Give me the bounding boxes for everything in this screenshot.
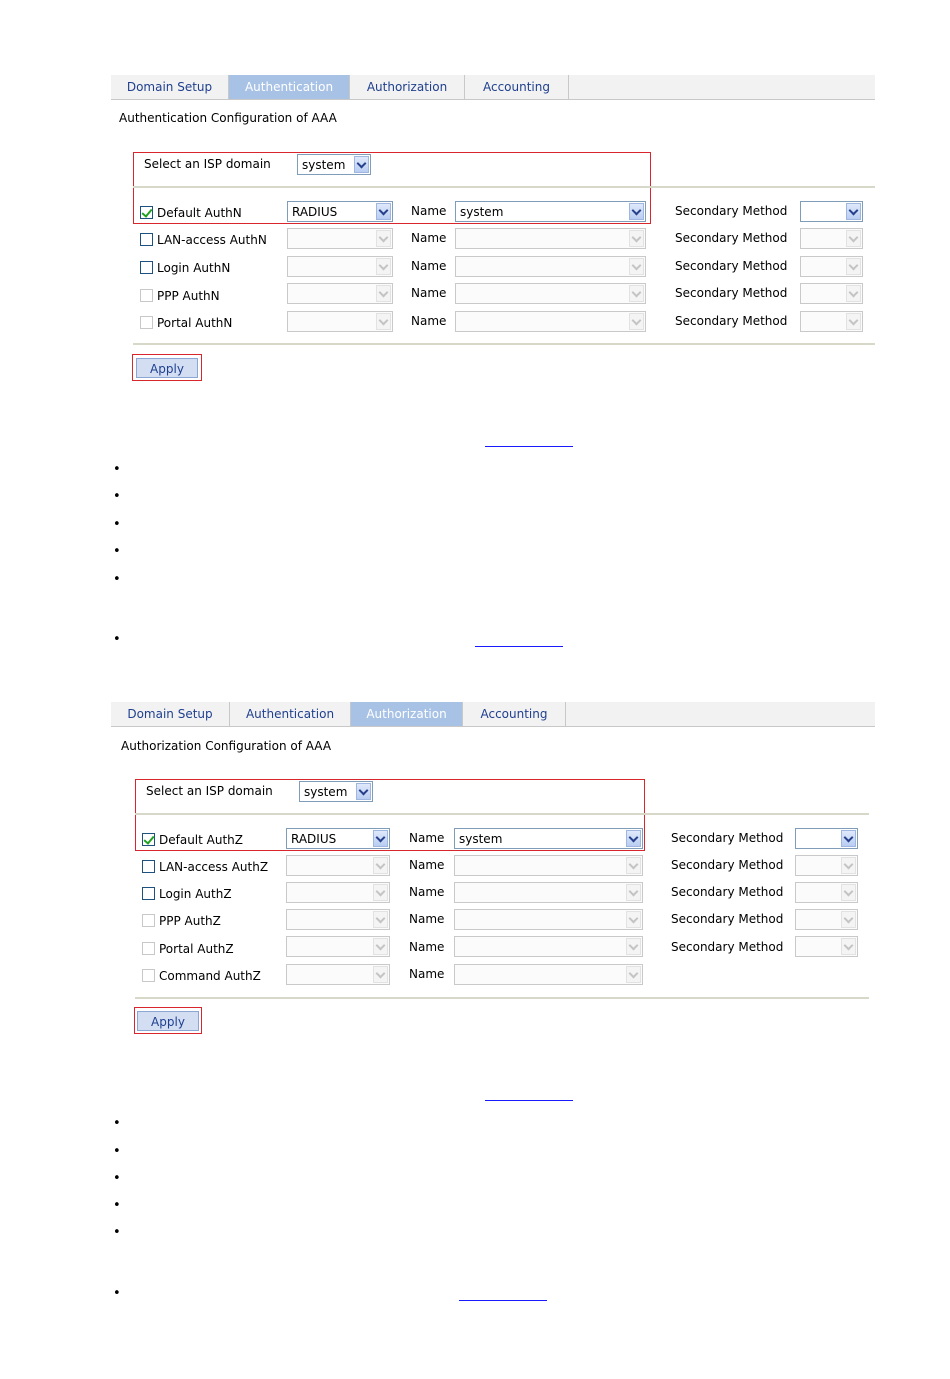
scheme-name-select[interactable] — [455, 256, 646, 277]
bullet-glyph: • — [113, 517, 121, 532]
apply-button[interactable]: Apply — [136, 358, 198, 378]
login-authn-checkbox[interactable] — [140, 261, 153, 274]
chevron-down-icon — [626, 966, 641, 983]
secondary-method-label: Secondary Method — [675, 204, 788, 218]
secondary-method-select[interactable] — [795, 828, 858, 849]
authentication-panel — [111, 75, 875, 385]
scheme-name-select[interactable] — [455, 311, 646, 332]
name-label: Name — [411, 314, 447, 328]
bullet-glyph: • — [113, 1225, 121, 1240]
tab-authorization[interactable]: Authorization — [351, 702, 463, 726]
isp-domain-value: system — [304, 785, 348, 799]
chevron-down-icon — [376, 203, 391, 220]
chevron-down-icon — [846, 285, 861, 302]
scheme-name-select[interactable] — [454, 855, 643, 876]
row-label: Login AuthZ — [159, 887, 232, 901]
bullet-glyph: • — [113, 1171, 121, 1186]
secondary-method-label: Secondary Method — [671, 858, 784, 872]
chevron-down-icon — [376, 258, 391, 275]
chevron-down-icon — [629, 313, 644, 330]
isp-domain-select[interactable] — [299, 781, 373, 802]
login-authz-checkbox[interactable] — [142, 887, 155, 900]
chevron-down-icon — [373, 884, 388, 901]
tab-authentication[interactable]: Authentication — [229, 75, 350, 99]
name-label: Name — [411, 231, 447, 245]
row-label: LAN-access AuthN — [157, 233, 267, 247]
bullet-glyph: • — [113, 489, 121, 504]
scheme-name-select[interactable] — [454, 828, 643, 849]
divider — [133, 186, 875, 188]
divider — [135, 813, 869, 815]
method-select[interactable] — [286, 909, 390, 930]
name-label: Name — [411, 286, 447, 300]
name-label: Name — [411, 259, 447, 273]
secondary-method-label: Secondary Method — [671, 912, 784, 926]
chevron-down-icon — [846, 313, 861, 330]
chevron-down-icon — [846, 203, 861, 220]
name-label: Name — [409, 885, 445, 899]
isp-domain-label: Select an ISP domain — [146, 784, 273, 798]
tab-accounting[interactable]: Accounting — [465, 75, 569, 99]
chevron-down-icon — [841, 938, 856, 955]
isp-domain-select[interactable] — [297, 154, 371, 175]
chevron-down-icon — [354, 156, 369, 173]
ppp-authz-checkbox[interactable] — [142, 914, 155, 927]
scheme-name-select[interactable] — [454, 909, 643, 930]
default-authn-checkbox[interactable] — [140, 206, 153, 219]
scheme-name-select[interactable] — [454, 964, 643, 985]
secondary-method-select[interactable] — [795, 909, 858, 930]
chevron-down-icon — [626, 911, 641, 928]
bullet-glyph: • — [113, 632, 121, 647]
bullet-glyph: • — [113, 1116, 121, 1131]
row-label: Portal AuthN — [157, 316, 233, 330]
method-select[interactable] — [287, 311, 393, 332]
chevron-down-icon — [356, 783, 371, 800]
secondary-method-label: Secondary Method — [671, 831, 784, 845]
chevron-down-icon — [626, 857, 641, 874]
link-underline — [475, 646, 563, 647]
tab-domain-setup[interactable]: Domain Setup — [111, 702, 230, 726]
row-label: Portal AuthZ — [159, 942, 234, 956]
method-value: RADIUS — [291, 832, 337, 846]
bullet-glyph: • — [113, 1144, 121, 1159]
secondary-method-select[interactable] — [795, 882, 858, 903]
tab-domain-setup[interactable]: Domain Setup — [111, 75, 229, 99]
name-label: Name — [409, 858, 445, 872]
bullet-glyph: • — [113, 544, 121, 559]
scheme-name-select[interactable] — [455, 201, 646, 222]
bullet-glyph: • — [113, 1286, 121, 1301]
tab-bar — [111, 702, 875, 727]
scheme-name-select[interactable] — [454, 882, 643, 903]
chevron-down-icon — [373, 857, 388, 874]
chevron-down-icon — [846, 230, 861, 247]
chevron-down-icon — [846, 258, 861, 275]
bullet-glyph: • — [113, 462, 121, 477]
method-select[interactable] — [286, 828, 390, 849]
secondary-method-label: Secondary Method — [675, 286, 788, 300]
row-label: Command AuthZ — [159, 969, 261, 983]
link-underline — [485, 1100, 573, 1101]
scheme-name-select[interactable] — [454, 936, 643, 957]
method-select[interactable] — [287, 228, 393, 249]
divider — [135, 997, 869, 999]
chevron-down-icon — [629, 203, 644, 220]
tab-authorization[interactable]: Authorization — [350, 75, 465, 99]
method-select[interactable] — [287, 256, 393, 277]
chevron-down-icon — [376, 230, 391, 247]
portal-authn-checkbox[interactable] — [140, 316, 153, 329]
default-authz-checkbox[interactable] — [142, 833, 155, 846]
scheme-name-value: system — [459, 832, 503, 846]
chevron-down-icon — [373, 966, 388, 983]
secondary-method-select[interactable] — [800, 228, 863, 249]
divider — [133, 343, 875, 345]
secondary-method-select[interactable] — [800, 283, 863, 304]
method-select[interactable] — [287, 283, 393, 304]
scheme-name-select[interactable] — [455, 283, 646, 304]
secondary-method-select[interactable] — [800, 201, 863, 222]
link-underline — [485, 446, 573, 447]
chevron-down-icon — [376, 285, 391, 302]
isp-domain-value: system — [302, 158, 346, 172]
command-authz-checkbox[interactable] — [142, 969, 155, 982]
chevron-down-icon — [841, 884, 856, 901]
chevron-down-icon — [841, 830, 856, 847]
secondary-method-label: Secondary Method — [675, 231, 788, 245]
secondary-method-label: Secondary Method — [675, 259, 788, 273]
chevron-down-icon — [376, 313, 391, 330]
method-select[interactable] — [286, 882, 390, 903]
secondary-method-select[interactable] — [795, 936, 858, 957]
bullet-glyph: • — [113, 1198, 121, 1213]
row-label: PPP AuthN — [157, 289, 220, 303]
bullet-glyph: • — [113, 572, 121, 587]
chevron-down-icon — [373, 938, 388, 955]
name-label: Name — [409, 940, 445, 954]
method-value: RADIUS — [292, 205, 338, 219]
apply-button[interactable]: Apply — [137, 1011, 199, 1031]
row-label: Default AuthZ — [159, 833, 244, 847]
chevron-down-icon — [841, 911, 856, 928]
page-title: Authentication Configuration of AAA — [119, 111, 337, 125]
tab-accounting[interactable]: Accounting — [463, 702, 566, 726]
tab-authentication[interactable]: Authentication — [230, 702, 351, 726]
chevron-down-icon — [626, 830, 641, 847]
chevron-down-icon — [629, 258, 644, 275]
secondary-method-label: Secondary Method — [671, 940, 784, 954]
row-label: Default AuthN — [157, 206, 242, 220]
chevron-down-icon — [373, 911, 388, 928]
method-select[interactable] — [286, 936, 390, 957]
scheme-name-value: system — [460, 205, 504, 219]
authorization-panel — [111, 702, 875, 1037]
row-label: PPP AuthZ — [159, 914, 221, 928]
chevron-down-icon — [629, 285, 644, 302]
scheme-name-select[interactable] — [455, 228, 646, 249]
name-label: Name — [409, 967, 445, 981]
page-title: Authorization Configuration of AAA — [121, 739, 332, 753]
name-label: Name — [411, 204, 447, 218]
secondary-method-label: Secondary Method — [675, 314, 788, 328]
chevron-down-icon — [629, 230, 644, 247]
tab-bar — [111, 75, 875, 100]
lan-access-authn-checkbox[interactable] — [140, 233, 153, 246]
secondary-method-select[interactable] — [800, 256, 863, 277]
chevron-down-icon — [626, 884, 641, 901]
ppp-authn-checkbox[interactable] — [140, 289, 153, 302]
isp-domain-label: Select an ISP domain — [144, 157, 271, 171]
secondary-method-select[interactable] — [800, 311, 863, 332]
portal-authz-checkbox[interactable] — [142, 942, 155, 955]
row-label: LAN-access AuthZ — [159, 860, 269, 874]
method-select[interactable] — [287, 201, 393, 222]
secondary-method-select[interactable] — [795, 855, 858, 876]
name-label: Name — [409, 831, 445, 845]
link-underline — [459, 1300, 547, 1301]
method-select[interactable] — [286, 964, 390, 985]
name-label: Name — [409, 912, 445, 926]
method-select[interactable] — [286, 855, 390, 876]
chevron-down-icon — [373, 830, 388, 847]
chevron-down-icon — [626, 938, 641, 955]
lan-access-authz-checkbox[interactable] — [142, 860, 155, 873]
row-label: Login AuthN — [157, 261, 231, 275]
chevron-down-icon — [841, 857, 856, 874]
secondary-method-label: Secondary Method — [671, 885, 784, 899]
